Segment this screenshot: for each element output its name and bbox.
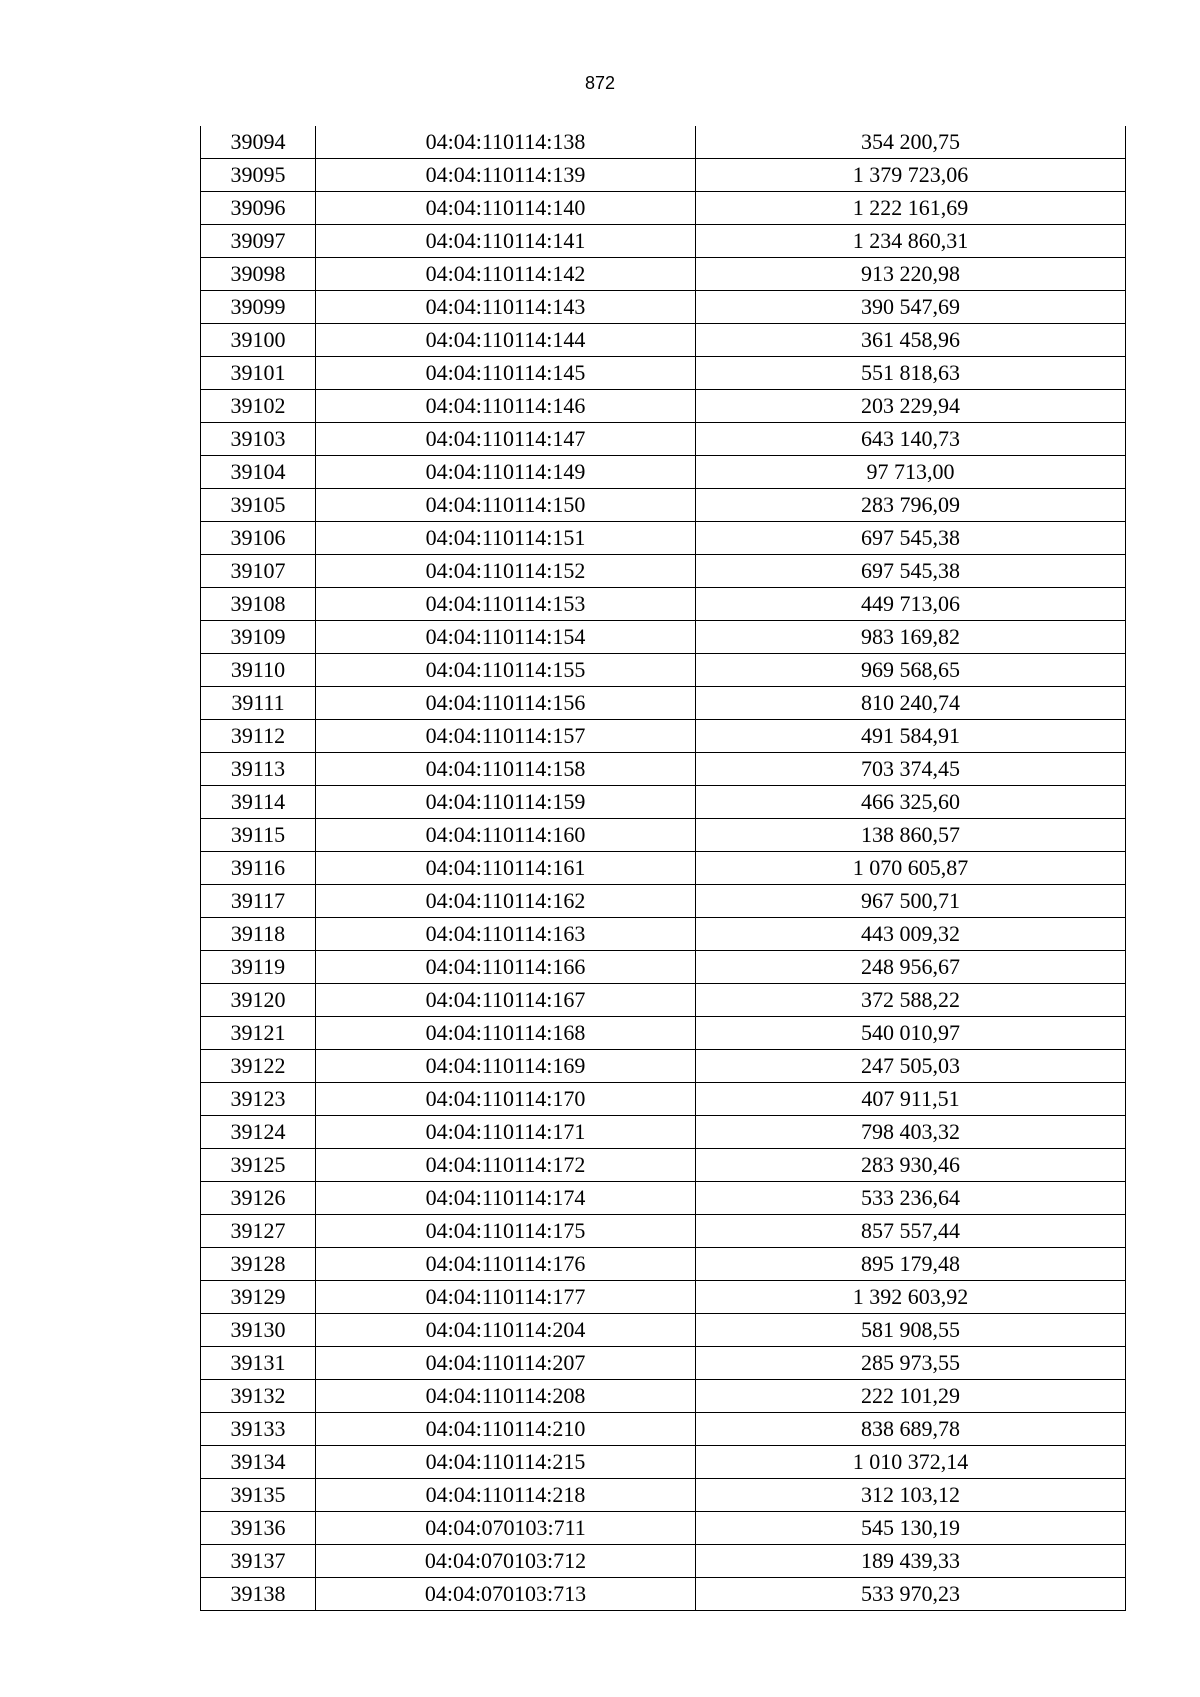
table-row — [201, 423, 1126, 456]
row-number-cell: 39115 — [201, 819, 316, 852]
row-number-cell: 39134 — [201, 1446, 316, 1479]
cadastral-number-cell: 04:04:110114:157 — [316, 720, 696, 753]
cadastral-value-cell: 1 070 605,87 — [696, 852, 1126, 885]
cadastral-value-cell: 533 236,64 — [696, 1182, 1126, 1215]
cadastral-number-cell: 04:04:110114:161 — [316, 852, 696, 885]
cadastral-value-cell: 969 568,65 — [696, 654, 1126, 687]
cadastral-value-cell: 798 403,32 — [696, 1116, 1126, 1149]
cadastral-number-cell: 04:04:110114:149 — [316, 456, 696, 489]
row-number-cell: 39137 — [201, 1545, 316, 1578]
table-row — [201, 753, 1126, 786]
cadastral-value-cell: 895 179,48 — [696, 1248, 1126, 1281]
cadastral-number-cell: 04:04:110114:151 — [316, 522, 696, 555]
cadastral-value-cell: 372 588,22 — [696, 984, 1126, 1017]
cadastral-value-cell: 540 010,97 — [696, 1017, 1126, 1050]
cadastral-value-cell: 857 557,44 — [696, 1215, 1126, 1248]
cadastral-value-cell: 967 500,71 — [696, 885, 1126, 918]
row-number-cell: 39133 — [201, 1413, 316, 1446]
cadastral-number-cell: 04:04:110114:170 — [316, 1083, 696, 1116]
table-body — [201, 126, 1126, 1611]
cadastral-number-cell: 04:04:110114:169 — [316, 1050, 696, 1083]
table-row — [201, 951, 1126, 984]
table-row — [201, 324, 1126, 357]
table-row — [201, 159, 1126, 192]
table-row — [201, 819, 1126, 852]
table-row — [201, 1512, 1126, 1545]
cadastral-number-cell: 04:04:110114:215 — [316, 1446, 696, 1479]
row-number-cell: 39128 — [201, 1248, 316, 1281]
cadastral-number-cell: 04:04:110114:146 — [316, 390, 696, 423]
table-row — [201, 456, 1126, 489]
table-row — [201, 1578, 1126, 1611]
row-number-cell: 39099 — [201, 291, 316, 324]
table-row — [201, 1314, 1126, 1347]
row-number-cell: 39103 — [201, 423, 316, 456]
cadastral-value-cell: 1 222 161,69 — [696, 192, 1126, 225]
row-number-cell: 39117 — [201, 885, 316, 918]
table-row — [201, 489, 1126, 522]
table-row — [201, 1017, 1126, 1050]
table-row — [201, 852, 1126, 885]
cadastral-value-cell: 1 234 860,31 — [696, 225, 1126, 258]
row-number-cell: 39129 — [201, 1281, 316, 1314]
table-row — [201, 588, 1126, 621]
cadastral-number-cell: 04:04:110114:163 — [316, 918, 696, 951]
table-row — [201, 885, 1126, 918]
table-row — [201, 555, 1126, 588]
cadastral-number-cell: 04:04:110114:150 — [316, 489, 696, 522]
cadastral-value-cell: 1 010 372,14 — [696, 1446, 1126, 1479]
cadastral-number-cell: 04:04:110114:204 — [316, 1314, 696, 1347]
table-row — [201, 984, 1126, 1017]
row-number-cell: 39094 — [201, 126, 316, 159]
row-number-cell: 39102 — [201, 390, 316, 423]
cadastral-number-cell: 04:04:110114:174 — [316, 1182, 696, 1215]
row-number-cell: 39114 — [201, 786, 316, 819]
cadastral-value-cell: 551 818,63 — [696, 357, 1126, 390]
cadastral-value-cell: 449 713,06 — [696, 588, 1126, 621]
row-number-cell: 39119 — [201, 951, 316, 984]
cadastral-number-cell: 04:04:110114:141 — [316, 225, 696, 258]
row-number-cell: 39122 — [201, 1050, 316, 1083]
row-number-cell: 39104 — [201, 456, 316, 489]
cadastral-number-cell: 04:04:110114:177 — [316, 1281, 696, 1314]
table-row — [201, 654, 1126, 687]
row-number-cell: 39112 — [201, 720, 316, 753]
table-row — [201, 357, 1126, 390]
cadastral-value-cell: 466 325,60 — [696, 786, 1126, 819]
table-row — [201, 522, 1126, 555]
cadastral-number-cell: 04:04:110114:160 — [316, 819, 696, 852]
row-number-cell: 39100 — [201, 324, 316, 357]
row-number-cell: 39125 — [201, 1149, 316, 1182]
cadastral-value-cell: 390 547,69 — [696, 291, 1126, 324]
cadastral-value-cell: 283 796,09 — [696, 489, 1126, 522]
cadastral-value-cell: 581 908,55 — [696, 1314, 1126, 1347]
row-number-cell: 39110 — [201, 654, 316, 687]
cadastral-number-cell: 04:04:110114:140 — [316, 192, 696, 225]
row-number-cell: 39097 — [201, 225, 316, 258]
table-row — [201, 291, 1126, 324]
cadastral-value-cell: 810 240,74 — [696, 687, 1126, 720]
table-row — [201, 687, 1126, 720]
cadastral-number-cell: 04:04:070103:711 — [316, 1512, 696, 1545]
table-row — [201, 390, 1126, 423]
cadastral-number-cell: 04:04:110114:158 — [316, 753, 696, 786]
table-row — [201, 1215, 1126, 1248]
table-row — [201, 621, 1126, 654]
cadastral-number-cell: 04:04:110114:145 — [316, 357, 696, 390]
cadastral-value-cell: 247 505,03 — [696, 1050, 1126, 1083]
cadastral-number-cell: 04:04:110114:144 — [316, 324, 696, 357]
cadastral-number-cell: 04:04:110114:138 — [316, 126, 696, 159]
cadastral-number-cell: 04:04:110114:175 — [316, 1215, 696, 1248]
row-number-cell: 39130 — [201, 1314, 316, 1347]
cadastral-number-cell: 04:04:110114:171 — [316, 1116, 696, 1149]
cadastral-value-cell: 97 713,00 — [696, 456, 1126, 489]
page-number: 872 — [584, 73, 616, 93]
cadastral-value-cell: 361 458,96 — [696, 324, 1126, 357]
cadastral-number-cell: 04:04:110114:156 — [316, 687, 696, 720]
cadastral-value-cell: 913 220,98 — [696, 258, 1126, 291]
row-number-cell: 39132 — [201, 1380, 316, 1413]
cadastral-value-cell: 533 970,23 — [696, 1578, 1126, 1611]
row-number-cell: 39101 — [201, 357, 316, 390]
cadastral-number-cell: 04:04:110114:162 — [316, 885, 696, 918]
row-number-cell: 39138 — [201, 1578, 316, 1611]
table-row — [201, 225, 1126, 258]
cadastral-number-cell: 04:04:110114:167 — [316, 984, 696, 1017]
row-number-cell: 39095 — [201, 159, 316, 192]
row-number-cell: 39121 — [201, 1017, 316, 1050]
cadastral-value-cell: 248 956,67 — [696, 951, 1126, 984]
cadastral-number-cell: 04:04:110114:154 — [316, 621, 696, 654]
cadastral-number-cell: 04:04:110114:142 — [316, 258, 696, 291]
cadastral-value-cell: 545 130,19 — [696, 1512, 1126, 1545]
row-number-cell: 39120 — [201, 984, 316, 1017]
cadastral-value-table — [200, 126, 1126, 1611]
table-row — [201, 192, 1126, 225]
cadastral-value-cell: 222 101,29 — [696, 1380, 1126, 1413]
cadastral-number-cell: 04:04:110114:176 — [316, 1248, 696, 1281]
cadastral-number-cell: 04:04:110114:139 — [316, 159, 696, 192]
row-number-cell: 39124 — [201, 1116, 316, 1149]
row-number-cell: 39126 — [201, 1182, 316, 1215]
row-number-cell: 39105 — [201, 489, 316, 522]
table-row — [201, 1479, 1126, 1512]
cadastral-number-cell: 04:04:110114:153 — [316, 588, 696, 621]
cadastral-value-cell: 703 374,45 — [696, 753, 1126, 786]
table-row — [201, 1050, 1126, 1083]
cadastral-value-cell: 1 392 603,92 — [696, 1281, 1126, 1314]
table-row — [201, 1116, 1126, 1149]
table-row — [201, 1380, 1126, 1413]
cadastral-number-cell: 04:04:110114:168 — [316, 1017, 696, 1050]
cadastral-number-cell: 04:04:110114:166 — [316, 951, 696, 984]
cadastral-value-cell: 1 379 723,06 — [696, 159, 1126, 192]
cadastral-value-cell: 285 973,55 — [696, 1347, 1126, 1380]
table-row — [201, 918, 1126, 951]
row-number-cell: 39136 — [201, 1512, 316, 1545]
row-number-cell: 39098 — [201, 258, 316, 291]
cadastral-number-cell: 04:04:110114:218 — [316, 1479, 696, 1512]
table-row — [201, 786, 1126, 819]
row-number-cell: 39106 — [201, 522, 316, 555]
cadastral-value-cell: 203 229,94 — [696, 390, 1126, 423]
row-number-cell: 39113 — [201, 753, 316, 786]
table-row — [201, 1182, 1126, 1215]
table-row — [201, 1446, 1126, 1479]
row-number-cell: 39107 — [201, 555, 316, 588]
table-row — [201, 1248, 1126, 1281]
table-row — [201, 258, 1126, 291]
table-row — [201, 1347, 1126, 1380]
cadastral-number-cell: 04:04:110114:147 — [316, 423, 696, 456]
cadastral-number-cell: 04:04:070103:713 — [316, 1578, 696, 1611]
cadastral-value-cell: 283 930,46 — [696, 1149, 1126, 1182]
cadastral-number-cell: 04:04:110114:210 — [316, 1413, 696, 1446]
cadastral-value-cell: 697 545,38 — [696, 555, 1126, 588]
cadastral-number-cell: 04:04:110114:208 — [316, 1380, 696, 1413]
cadastral-value-cell: 838 689,78 — [696, 1413, 1126, 1446]
cadastral-value-cell: 697 545,38 — [696, 522, 1126, 555]
table-row — [201, 720, 1126, 753]
cadastral-value-cell: 354 200,75 — [696, 126, 1126, 159]
cadastral-value-cell: 443 009,32 — [696, 918, 1126, 951]
table-row — [201, 1545, 1126, 1578]
table-row — [201, 1413, 1126, 1446]
cadastral-number-cell: 04:04:110114:159 — [316, 786, 696, 819]
table-row — [201, 1083, 1126, 1116]
cadastral-value-cell: 189 439,33 — [696, 1545, 1126, 1578]
row-number-cell: 39118 — [201, 918, 316, 951]
cadastral-value-cell: 138 860,57 — [696, 819, 1126, 852]
row-number-cell: 39131 — [201, 1347, 316, 1380]
row-number-cell: 39123 — [201, 1083, 316, 1116]
cadastral-number-cell: 04:04:110114:152 — [316, 555, 696, 588]
table-row — [201, 1149, 1126, 1182]
cadastral-value-cell: 491 584,91 — [696, 720, 1126, 753]
row-number-cell: 39108 — [201, 588, 316, 621]
cadastral-value-cell: 643 140,73 — [696, 423, 1126, 456]
cadastral-value-cell: 983 169,82 — [696, 621, 1126, 654]
cadastral-number-cell: 04:04:110114:172 — [316, 1149, 696, 1182]
cadastral-value-cell: 312 103,12 — [696, 1479, 1126, 1512]
cadastral-number-cell: 04:04:110114:155 — [316, 654, 696, 687]
table-row — [201, 1281, 1126, 1314]
row-number-cell: 39111 — [201, 687, 316, 720]
table-row — [201, 126, 1126, 159]
row-number-cell: 39127 — [201, 1215, 316, 1248]
row-number-cell: 39135 — [201, 1479, 316, 1512]
row-number-cell: 39109 — [201, 621, 316, 654]
cadastral-value-cell: 407 911,51 — [696, 1083, 1126, 1116]
cadastral-number-cell: 04:04:110114:143 — [316, 291, 696, 324]
cadastral-number-cell: 04:04:110114:207 — [316, 1347, 696, 1380]
row-number-cell: 39116 — [201, 852, 316, 885]
cadastral-number-cell: 04:04:070103:712 — [316, 1545, 696, 1578]
row-number-cell: 39096 — [201, 192, 316, 225]
